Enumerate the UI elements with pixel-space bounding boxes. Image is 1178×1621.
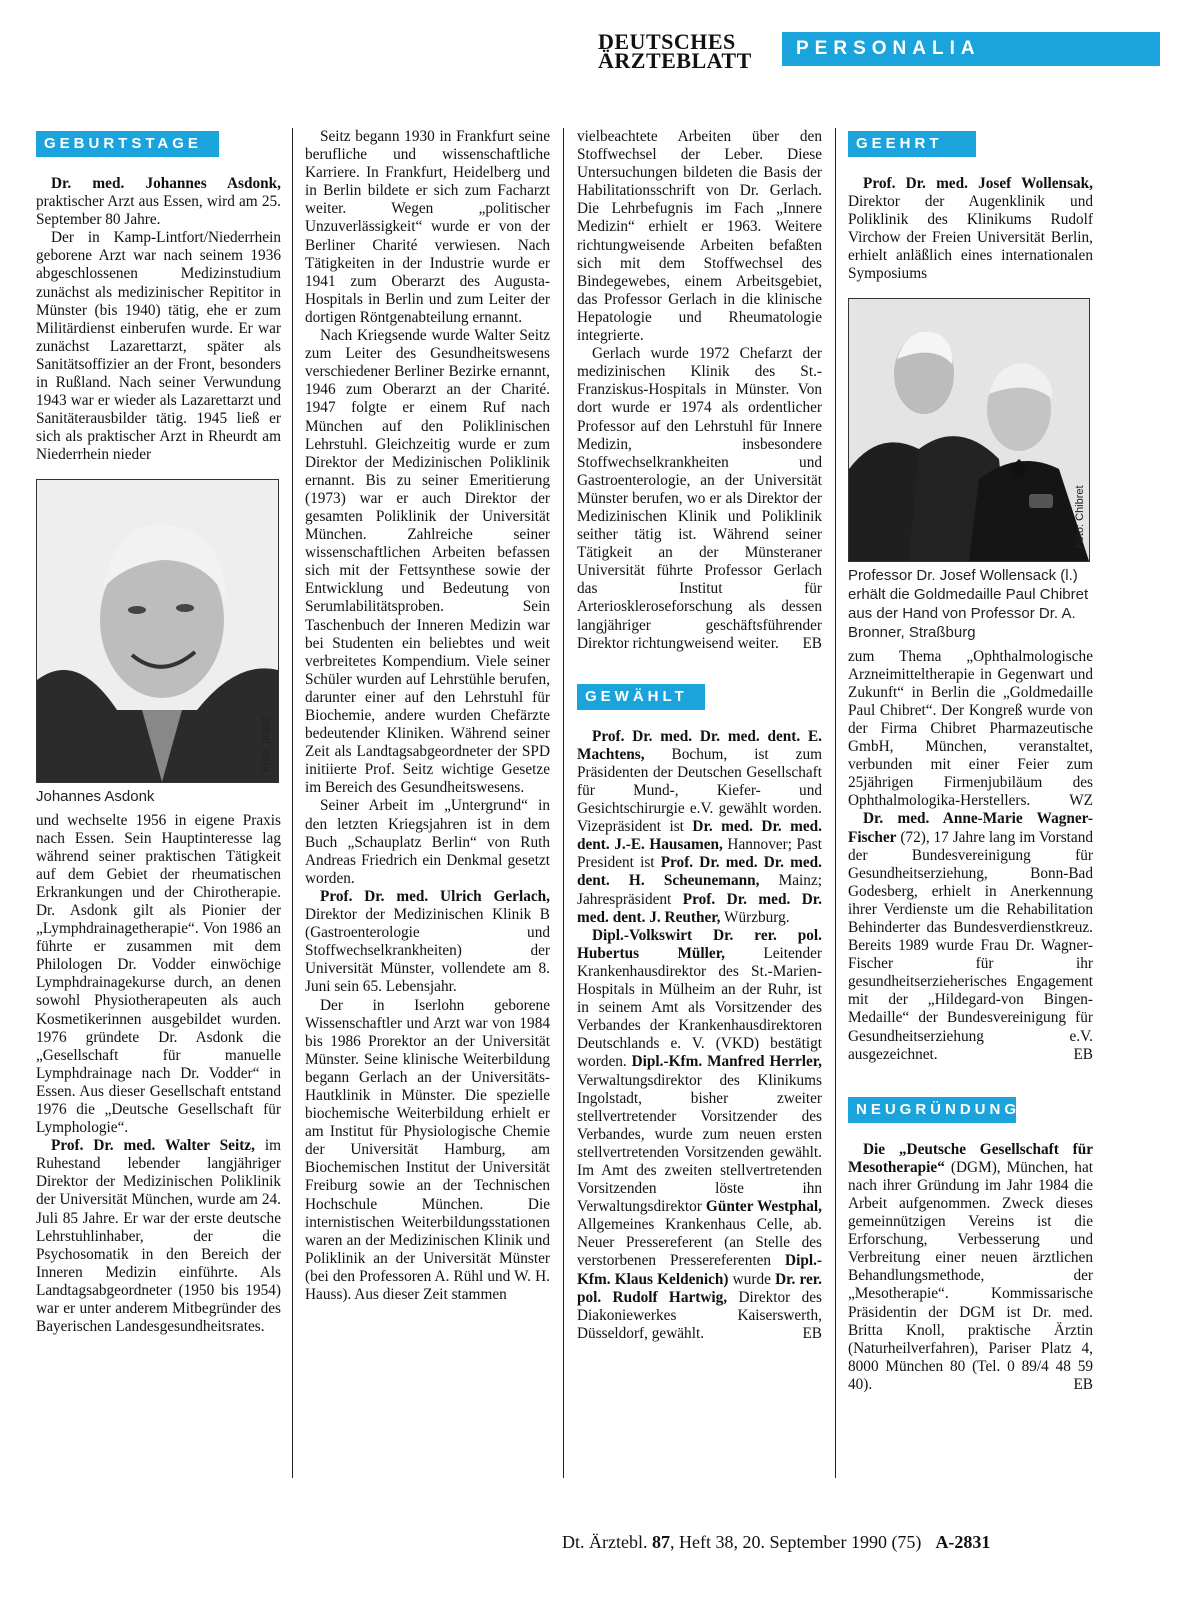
paragraph: vielbeachtete Arbeiten über den Stoffwechsel der Leber. Diese Untersuchungen bildeten die Basis der Habilitationsschrift von Dr. Gerlach. Die Lehrbefugnis im Fach „Innere Medizin“ erhielt er 1963. Weitere richtungweisende Arbeiten befaßten sich mit dem Stoffwechsel des Bindegewebes, einem Arbeitsgebiet, das Professor Gerlach in die klinische Hepatologie und Rheumatologie integrierte. (577, 128, 822, 345)
photo-credit: Foto: Chibret (1074, 484, 1086, 549)
spacer (577, 653, 822, 681)
paragraph: Seitz begann 1930 in Frankfurt seine berufliche und wissenschaftliche Karriere. In Frankfurt, Heidelberg und in Berlin bildete er sich zum Facharzt weiter. Wegen „politischer Unzuverlässigkeit“ wurde er von der Berliner Charité verwiesen. Nach Tätigkeiten in der Industrie wurde er 1941 zum Oberarzt des Augusta-Hospitals in Berlin und zum Leiter der dortigen Röntgenabteilung ernannt. (305, 128, 550, 326)
photo-credit: Foto: privat (260, 716, 272, 772)
section-heading-gewaehlt: GEWÄHLT (577, 684, 705, 710)
spacer (848, 1064, 1093, 1094)
paragraph: Nach Kriegsende wurde Walter Seitz zum Leiter des Gesundheitswesens verschiedener Berliner Bezirke ernannt, 1946 zum Oberarzt an der Charité. 1947 folgte er einem Ruf nach München auf den Poliklinischen Lehrstuhl. Gleichzeitig wurde er zum Direktor der Medizinischen Poliklinik ernannt. Bis zu seiner Emeritierung (1973) war er auch Direktor der gesamten Poliklinik der Universität München. Zahlreiche seiner wissenschaftlichen Arbeiten befassen sich mit der Fettsynthese sowie der Entwicklung und Bedeutung von Serumlabilitätsproben. Sein Taschenbuch der Inneren Medizin war bei Studenten ein beliebtes und weit verbreitetes Kompendium. Viele seiner Schüler wurden auf Lehrstühle berufen, darunter einer auf den Lehrstuhl für Biochemie, andere wurden Chefärzte bedeutender Kliniken. Während seiner Zeit als Landtagsabgeordneter der SPD initiierte Prof. Seitz wichtige Gesetze im Bereich des Gesundheitswesens. (305, 327, 550, 797)
author-signature: EB (1073, 1045, 1093, 1063)
paragraph (305, 888, 550, 997)
person-name: Dipl.-Volkswirt Dr. rer. pol. Hubertus Müller, (577, 926, 822, 962)
portrait-image (37, 480, 278, 782)
section-heading-neugruendung: NEUGRÜNDUNG (848, 1097, 1016, 1123)
text: Hannover; Past President ist (577, 836, 823, 872)
section-heading-geehrt: GEEHRT (848, 131, 976, 157)
text: Direktor der Medizinischen Klinik B (Gastroenterologie und Stoffwechselkrankheiten) der Universität Münster, vollendete am 8. Juni sein 65. Lebensjahr. (305, 906, 550, 996)
paragraph (577, 927, 822, 1343)
text: Direktor des Diakoniewerkes Kaiserswerth, Düsseldorf, gewählt. (577, 1288, 822, 1342)
paragraph (577, 728, 822, 927)
person-name: Prof. Dr. med. Dr. med. dent. J. Reuther, (577, 890, 822, 926)
journal-logo (598, 29, 752, 73)
paragraph: und wechselte 1956 in eigene Praxis nach Essen. Sein Hauptinteresse lag während seiner praktischen Tätigkeit auf dem Gebiet der rheumatischen Erkrankungen und der Chirotherapie. Dr. Asdonk gilt als Pionier der „Lymphdrainagetherapie“. Von 1986 an führte er zusammen mit dem Philologen Dr. Vodder einwöchige Lymphdrainagekurse durch, an denen sowohl Physiotherapeuten als auch Kosmetikerinnen ausgebildet wurden. 1976 gründete Dr. Asdonk die „Gesellschaft für manuelle Lymphdrainage nach Dr. Vodder“ in Essen. Aus dieser Gesellschaft entstand 1976 die „Deutsche Gesellschaft für Lymphologie“. (36, 811, 281, 1137)
text: wurde (728, 1270, 776, 1288)
author-signature: EB (1073, 1375, 1093, 1393)
author-signature: WZ (1069, 792, 1093, 810)
page-number: A-2831 (935, 1532, 991, 1552)
society-name: Die „Deutsche Gesellschaft für Mesotherapie“ (848, 1140, 1093, 1176)
column-rule (563, 128, 564, 1478)
paragraph (36, 1137, 281, 1336)
person-name: Günter Westphal, (705, 1198, 823, 1216)
text: Würzburg. (720, 908, 790, 926)
paragraph (36, 175, 281, 229)
person-name: Prof. Dr. med. Josef Wollensak, (863, 175, 1093, 192)
text: Leitender Krankenhausdirektor des St.-Marien-Hospitals in Mülheim an der Ruhr, ist in seinem Amt als Vorsitzender des Verbandes der Krankenhausdirektoren Deutschlands e. V. (VKD) bestätigt worden. (577, 944, 822, 1071)
paragraph (848, 1141, 1093, 1394)
text: zum Thema „Ophthalmologische Arzneimitteltherapie in Gegenwart und Zukunft“ in Berlin die „Goldmedaille Paul Chibret“. Der Kongreß wurde von der Firma Chibret Pharmazeutische GmbH, München, veranstaltet, verbunden mit einer Feier zum 25jährigen Firmenjubiläum des Ophthalmologika-Herstellers. (848, 647, 1093, 810)
paragraph: Der in Kamp-Lintfort/Niederrhein geborene Arzt war nach seinem 1936 abgeschlossenen Medizinstudium zunächst als medizinischer Repititor in Münster (bis 1940) tätig, ehe er zum Militärdienst einberufen wurde. Er war zunächst Lazarettarzt, später als Sanitätsoffizier an der Front, besonders in Rußland. Nach seiner Verwundung 1943 war er wieder als Lazarettarzt und Sanitäterausbilder tätig. 1945 ließ er sich als praktischer Arzt in Rheurdt am Niederrhein nieder (36, 229, 281, 464)
footer-issue: , Heft 38, 20. September 1990 (75) (669, 1532, 922, 1552)
award-photo (848, 298, 1090, 562)
award-image (849, 299, 1089, 561)
section-banner: PERSONALIA (782, 32, 1160, 66)
person-name: Prof. Dr. med. Dr. med. dent. H. Scheunemann, (577, 854, 822, 890)
masthead (598, 30, 1160, 72)
column-rule (292, 128, 293, 1478)
column-rule (835, 128, 836, 1478)
column-3 (577, 128, 822, 1343)
portrait-photo (36, 479, 279, 783)
person-name: Prof. Dr. med. Ulrich Gerlach, (320, 887, 550, 905)
text: (DGM), München, hat nach ihrer Gründung im Jahr 1984 die Arbeit aufgenommen. Zweck dieses gemeinnützigen Vereins ist die Erforschung, Verbesserung und Verbreitung einer neuen ärztlichen Behandlungsmethode, der „Mesotherapie“. Kommissarische Präsidentin der DGM ist Dr. med. Britta Knoll, praktische Ärztin (Naturheilverfahren), Pariser Platz 4, 8000 München 80 (Tel. 0 89/4 48 59 40). (848, 1158, 1093, 1393)
text: Gerlach wurde 1972 Chefarzt der medizinischen Klinik des St.-Franziskus-Hospitals in Münster. Von dort wurde er 1974 als ordentlicher Professor auf den Lehrstuhl für Innere Medizin, insbesondere Stoffwechselkrankheiten und Gastroenterologie, an der Universität Münster berufen, wo er als Direktor der Medizinischen Klinik und Poliklinik seither tätig ist. Während seiner Tätigkeit an der Münsteraner Universität führte Professor Gerlach das Institut für Arterioskleroseforschung als dessen langjähriger geschäftsführender Direktor richtungweisend weiter. (577, 345, 822, 652)
text: im Ruhestand lebender langjähriger Direktor der Medizinischen Poliklinik der Universität München, wurde am 24. Juli 85 Jahre. Er war der erste deutsche Lehrstuhlinhaber, der die Psychosomatik in den Bereich der Inneren Medizin einführte. Als Landtagsabgeordneter (1950 bis 1954) war er unter anderem Mitbegründer des Bayerischen Landesgesundheitsrates. (36, 1137, 281, 1336)
paragraph (848, 810, 1093, 1063)
person-name: Dr. med. Johannes Asdonk, (51, 175, 281, 192)
page-footer (562, 1532, 990, 1553)
person-name: Dipl.-Kfm. Manfred Herrler, (631, 1053, 822, 1071)
author-signature: EB (802, 1324, 822, 1342)
footer-volume: 87 (651, 1532, 670, 1552)
photo-caption: Professor Dr. Josef Wollensack (l.) erhält die Goldmedaille Paul Chibret aus der Hand von Professor Dr. A. Bronner, Straßburg (848, 566, 1089, 641)
text: praktischer Arzt aus Essen, wird am 25. September 80 Jahre. (36, 193, 281, 229)
brand-line1: DEUTSCHES (598, 29, 736, 54)
paragraph (577, 345, 822, 653)
paragraph (848, 648, 1093, 811)
text: (72), 17 Jahre lang im Vorstand der Bundesvereinigung für Gesundheitserziehung, Bonn-Bad Godesberg, erhielt in Anerkennung ihrer Verdienste um die Rehabilitation Behinderter das Bundesverdienstkreuz. Bereits 1989 wurde Frau Dr. Wagner-Fischer für ihr gesundheitserzieherisches Engagement mit der „Hildegard-von Bingen-Medaille“ der Bundesvereinigung für Gesundheitserziehung e.V. ausgezeichnet. (848, 828, 1093, 1063)
column-1 (36, 128, 281, 1336)
section-heading-geburtstage: GEBURTSTAGE (36, 131, 219, 157)
text: Allgemeines Krankenhaus Celle, ab. Neuer Pressereferent (an Stelle des verstorbenen Pressereferenten (577, 1216, 822, 1270)
text: Mainz; Jahrespräsident (577, 872, 822, 908)
person-name: Dipl.-Kfm. Klaus Keldenich) (577, 1252, 822, 1288)
paragraph: Der in Iserlohn geborene Wissenschaftler und Arzt war von 1984 bis 1986 Prorektor an der Universität Münster. Seine klinische Weiterbildung begann Gerlach an der Universitäts-Hautklinik in Münster. Die spezielle biochemische Weiterbildung erhielt er am Institut für Physiologische Chemie der Universität Hamburg, am Biochemischen Institut der Universität Freiburg sowie an der Technischen Hochschule München. Die internistischen Weiterbildungsstationen waren an der Medizinischen Klinik und Poliklinik an der Universität Münster (bei den Professoren A. Rühl und W. H. Hauss). Aus dieser Zeit stammen (305, 996, 550, 1303)
footer-journal: Dt. Ärztebl. (562, 1532, 652, 1552)
person-name: Prof. Dr. med. Walter Seitz, (51, 1137, 255, 1155)
brand-line2: ÄRZTEBLATT (598, 48, 752, 73)
text: Direktor der Augenklinik und Poliklinik des Klinikums Rudolf Virchow der Freien Universität Berlin, erhielt anläßlich eines internationalen Symposiums (848, 193, 1093, 283)
author-signature: EB (802, 634, 822, 652)
person-name: Prof. Dr. med. Dr. med. dent. E. Machtens, (577, 727, 822, 763)
person-name: Dr. rer. pol. Rudolf Hartwig, (577, 1270, 822, 1306)
text: Verwaltungsdirektor des Klinikums Ingolstadt, bisher zweiter stellvertretender Vorsitzender des Verbandes, wurde zum neuen ersten stellvertretenden Vorsitzenden gewählt. Im Amt des zweiten stellvertretenden Vorsitzenden löste ihn Verwaltungsdirektor (577, 1071, 822, 1216)
person-name: Dr. med. Dr. med. dent. J.-E. Hausamen, (577, 818, 822, 854)
text: Bochum, ist zum Präsidenten der Deutschen Gesellschaft für Mund-, Kiefer- und Gesichtschirurgie e.V. gewählt worden. Vizepräsident ist (577, 745, 822, 836)
paragraph (848, 175, 1093, 284)
paragraph: Seiner Arbeit im „Untergrund“ in den letzten Kriegsjahren ist in dem Buch „Schauplatz Berlin“ von Ruth Andreas Friedrich ein Denkmal gesetzt worden. (305, 797, 550, 887)
photo-caption: Johannes Asdonk (36, 787, 155, 805)
column-2 (305, 128, 550, 1304)
column-4 (848, 128, 1093, 1394)
person-name: Dr. med. Anne-Marie Wagner-Fischer (848, 810, 1093, 846)
